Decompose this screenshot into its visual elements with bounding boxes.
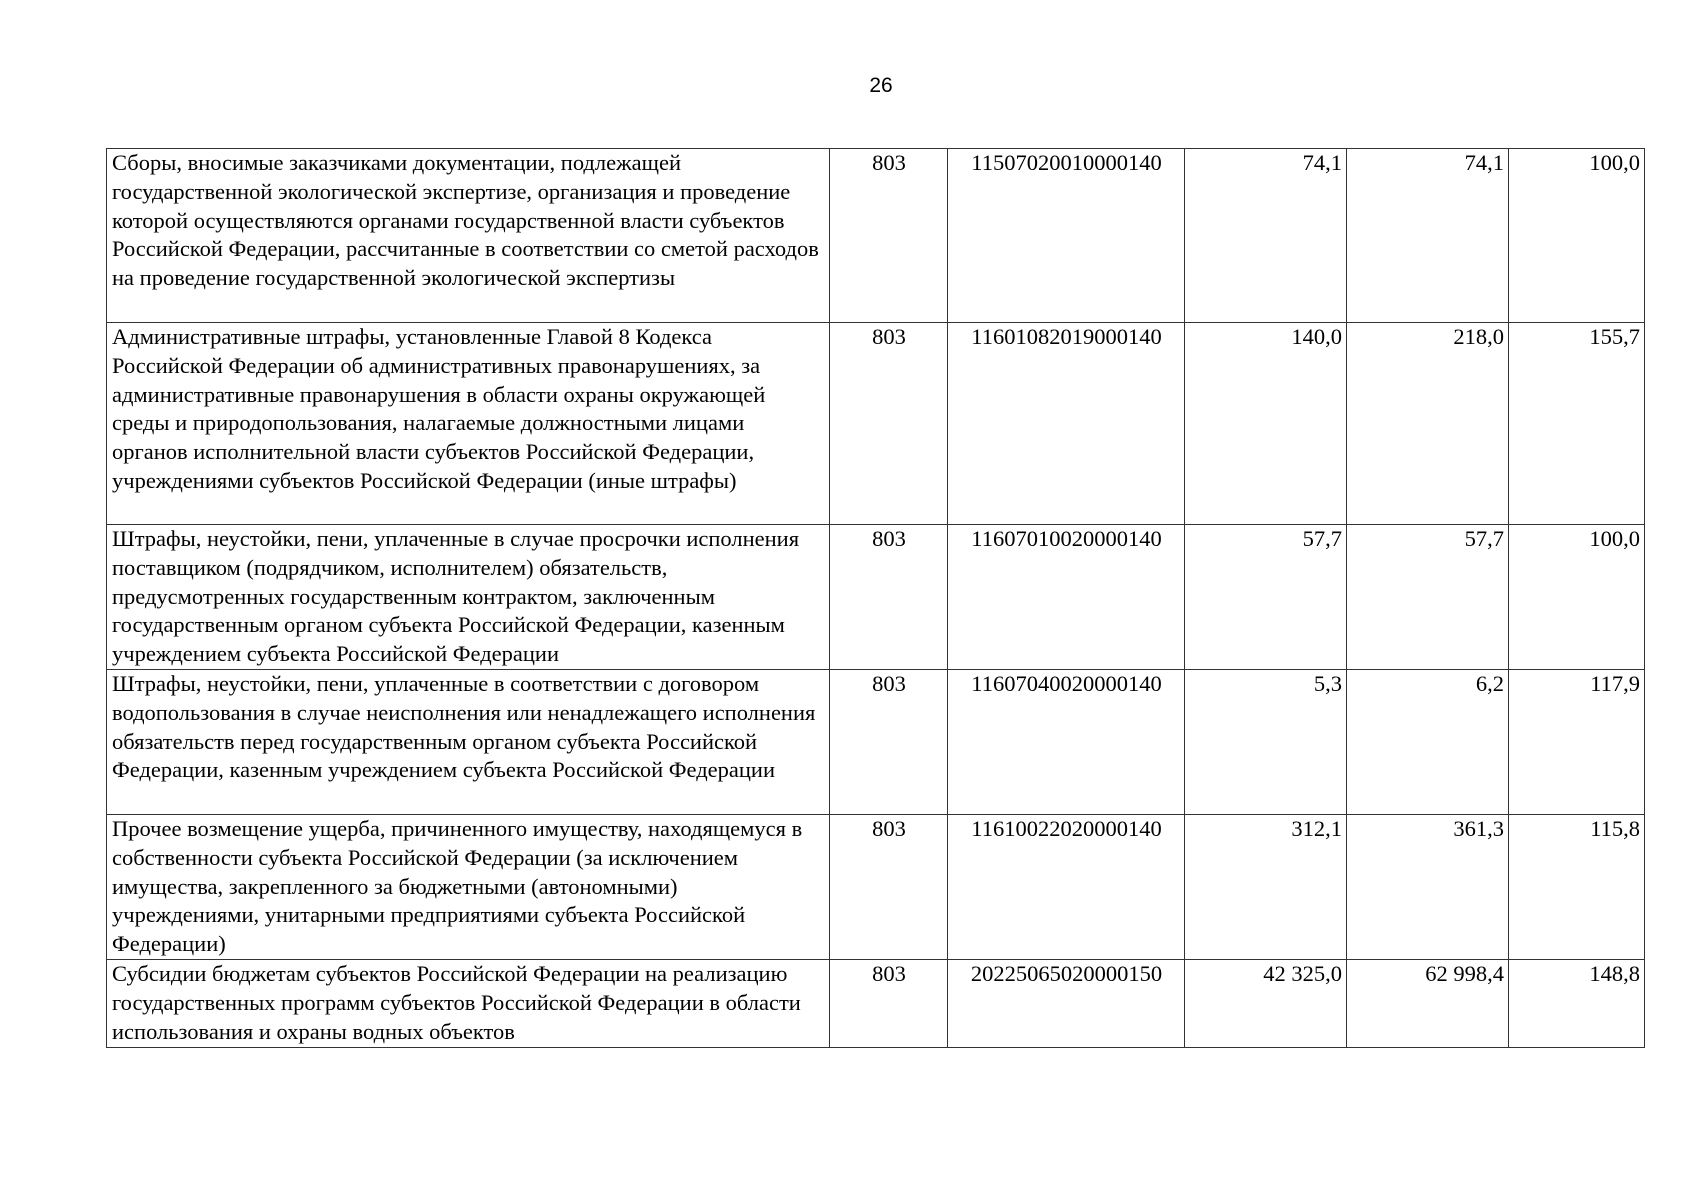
- row-plan-value: 42 325,0: [1185, 960, 1347, 1048]
- row-actual-value: 62 998,4: [1347, 960, 1509, 1048]
- row-description: Прочее возмещение ущерба, причиненного имуществу, находящемуся в собственности субъекта Российской Федерации (за исключением имущества, закрепленного за бюджетными (автономными) учреждениями, унитарными предприятиями субъекта Российской Федерации): [107, 815, 830, 960]
- row-budget-code: 11601082019000140: [948, 323, 1185, 525]
- row-budget-code: 20225065020000150: [948, 960, 1185, 1048]
- row-actual-value: 6,2: [1347, 670, 1509, 815]
- row-admin-code: 803: [830, 323, 948, 525]
- row-description: Штрафы, неустойки, пени, уплаченные в случае просрочки исполнения поставщиком (подрядчиком, исполнителем) обязательств, предусмотренных государственным контрактом, заключенным государственным органом субъекта Российской Федерации, казенным учреждением субъекта Российской Федерации: [107, 525, 830, 670]
- row-plan-value: 312,1: [1185, 815, 1347, 960]
- row-plan-value: 140,0: [1185, 323, 1347, 525]
- row-percent-value: 100,0: [1509, 525, 1645, 670]
- row-budget-code: 11610022020000140: [948, 815, 1185, 960]
- row-description: Сборы, вносимые заказчиками документации, подлежащей государственной экологической экспертизе, организация и проведение которой осуществляются органами государственной власти субъектов Российской Федерации, рассчитанные в соответствии со сметой расходов на проведение государственной экологической экспертизы: [107, 149, 830, 323]
- row-description: Административные штрафы, установленные Главой 8 Кодекса Российской Федерации об административных правонарушениях, за административные правонарушения в области охраны окружающей среды и природопользования, налагаемые должностными лицами органов исполнительной власти субъектов Российской Федерации, учреждениями субъектов Российской Федерации (иные штрафы): [107, 323, 830, 525]
- row-actual-value: 57,7: [1347, 525, 1509, 670]
- row-plan-value: 57,7: [1185, 525, 1347, 670]
- row-actual-value: 218,0: [1347, 323, 1509, 525]
- revenue-table: [106, 148, 1645, 1048]
- row-admin-code: 803: [830, 149, 948, 323]
- row-percent-value: 100,0: [1509, 149, 1645, 323]
- row-description: Штрафы, неустойки, пени, уплаченные в соответствии с договором водопользования в случае неисполнения или ненадлежащего исполнения обязательств перед государственным органом субъекта Российской Федерации, казенным учреждением субъекта Российской Федерации: [107, 670, 830, 815]
- row-percent-value: 115,8: [1509, 815, 1645, 960]
- row-plan-value: 5,3: [1185, 670, 1347, 815]
- row-percent-value: 155,7: [1509, 323, 1645, 525]
- table-row: [107, 323, 1645, 525]
- row-admin-code: 803: [830, 815, 948, 960]
- page-number: 26: [869, 74, 893, 97]
- table-row: [107, 670, 1645, 815]
- row-budget-code: 11607040020000140: [948, 670, 1185, 815]
- row-budget-code: 11507020010000140: [948, 149, 1185, 323]
- table-row: [107, 149, 1645, 323]
- row-plan-value: 74,1: [1185, 149, 1347, 323]
- row-actual-value: 74,1: [1347, 149, 1509, 323]
- row-admin-code: 803: [830, 525, 948, 670]
- row-admin-code: 803: [830, 670, 948, 815]
- table-row: [107, 960, 1645, 1048]
- table-row: [107, 815, 1645, 960]
- row-description: Субсидии бюджетам субъектов Российской Федерации на реализацию государственных программ субъектов Российской Федерации в области использования и охраны водных объектов: [107, 960, 830, 1048]
- row-budget-code: 11607010020000140: [948, 525, 1185, 670]
- row-admin-code: 803: [830, 960, 948, 1048]
- row-actual-value: 361,3: [1347, 815, 1509, 960]
- row-percent-value: 117,9: [1509, 670, 1645, 815]
- table-row: [107, 525, 1645, 670]
- row-percent-value: 148,8: [1509, 960, 1645, 1048]
